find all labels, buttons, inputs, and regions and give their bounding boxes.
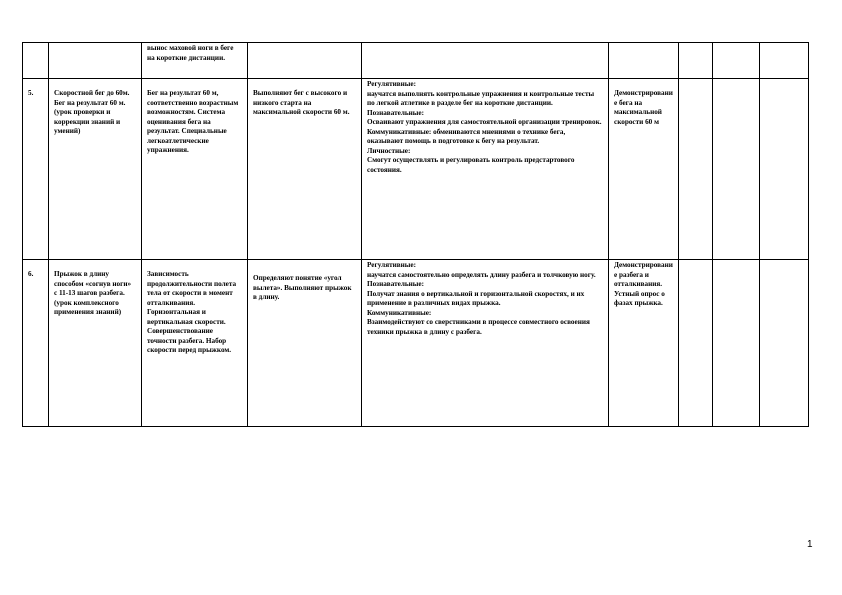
lesson-content: Бег на результат 60 м, соответственно возрастным возможностям. Система оценивания бега на результат. Специальные легкоатлетические упражнения. — [147, 89, 239, 154]
cell-empty-3 — [760, 79, 809, 260]
cell-activities — [248, 43, 362, 79]
uud-line: научатся самостоятельно определять длину разбега и толчковую ногу. — [367, 270, 596, 279]
uud-list — [367, 261, 603, 337]
row-number: 5. — [28, 89, 34, 97]
cell-content — [142, 43, 248, 79]
cell-empty-1 — [679, 260, 713, 427]
cell-number — [23, 260, 49, 427]
uud-line: Коммуникативные: обмениваются мнениями о технике бега, оказывают помощь в подготовке к бегу на результат. — [367, 127, 566, 145]
lesson-topic: Скоростной бег до 60м. Бег на результат 60 м. (урок проверки и коррекции знаний и умений) — [54, 89, 130, 135]
uud-line: научатся выполнять контрольные упражнения и контрольные тесты по легкой атлетике в разделе бег на короткие дистанции. — [367, 89, 595, 107]
table-row-continued — [23, 43, 809, 79]
uud-line: Познавательные: — [367, 280, 424, 288]
cell-control — [609, 260, 679, 427]
uud-line: Регулятивные: — [367, 261, 416, 269]
cell-empty-1 — [679, 79, 713, 260]
lesson-topic: Прыжок в длину способом «согнув ноги» с 11-13 шагов разбега. (урок комплексного применения знаний) — [54, 270, 132, 316]
cell-empty-1 — [679, 43, 713, 79]
uud-line: Получат знания о вертикальной и горизонтальной скоростях, и их применение в различных видах прыжка. — [367, 289, 585, 307]
row-number: 6. — [28, 270, 34, 278]
table-row-6 — [23, 260, 809, 427]
uud-line: Взаимодействуют со сверстниками в процессе совместного освоения техники прыжка в длину с разбега. — [367, 318, 590, 336]
cell-topic — [49, 79, 142, 260]
table-row-5 — [23, 79, 809, 260]
cell-empty-2 — [713, 43, 760, 79]
lesson-content: Зависимость продолжительности полета тела от скорости в момент отталкивания. Горизонтальная и вертикальная скорости. Совершенствование точности разбега. Набор скорости перед прыжком. — [147, 270, 237, 354]
cell-topic — [49, 43, 142, 79]
control-form: Демонстрирование бега на максимальной скорости 60 м — [614, 89, 673, 126]
cell-empty-3 — [760, 260, 809, 427]
cell-control — [609, 79, 679, 260]
cell-uud — [362, 260, 609, 427]
uud-line: Смогут осуществлять и регулировать контроль предстартового состояния. — [367, 156, 575, 174]
cell-content — [142, 79, 248, 260]
cell-empty-3 — [760, 43, 809, 79]
student-activities: Выполняют бег с высокого и низкого старта на максимальной скорости 60 м. — [253, 89, 350, 116]
cell-uud — [362, 43, 609, 79]
cell-uud — [362, 79, 609, 260]
uud-line: Коммуникативные: — [367, 308, 432, 317]
cell-control — [609, 43, 679, 79]
cell-activities — [248, 79, 362, 260]
uud-line: Познавательные: — [367, 108, 424, 117]
page-number: 1 — [807, 539, 813, 550]
uud-line: Личностные: — [367, 146, 411, 155]
cell-number — [23, 43, 49, 79]
cell-empty-2 — [713, 79, 760, 260]
cell-content — [142, 260, 248, 427]
student-activities: Определяют понятие «угол вылета». Выполняют прыжок в длину. — [253, 274, 352, 301]
lesson-plan-table — [22, 42, 809, 427]
cell-topic — [49, 260, 142, 427]
continued-content-text: вынос маховой ноги в беге на короткие дистанции. — [147, 44, 234, 62]
cell-number — [23, 79, 49, 260]
control-form: Демонстрирование разбега и отталкивания. Устный опрос о фазах прыжка. — [614, 261, 673, 307]
cell-empty-2 — [713, 260, 760, 427]
uud-list — [367, 80, 603, 175]
uud-line: Осваивают упражнения для самостоятельной организации тренировок. — [367, 118, 602, 126]
cell-activities — [248, 260, 362, 427]
uud-line: Регулятивные: — [367, 80, 416, 88]
